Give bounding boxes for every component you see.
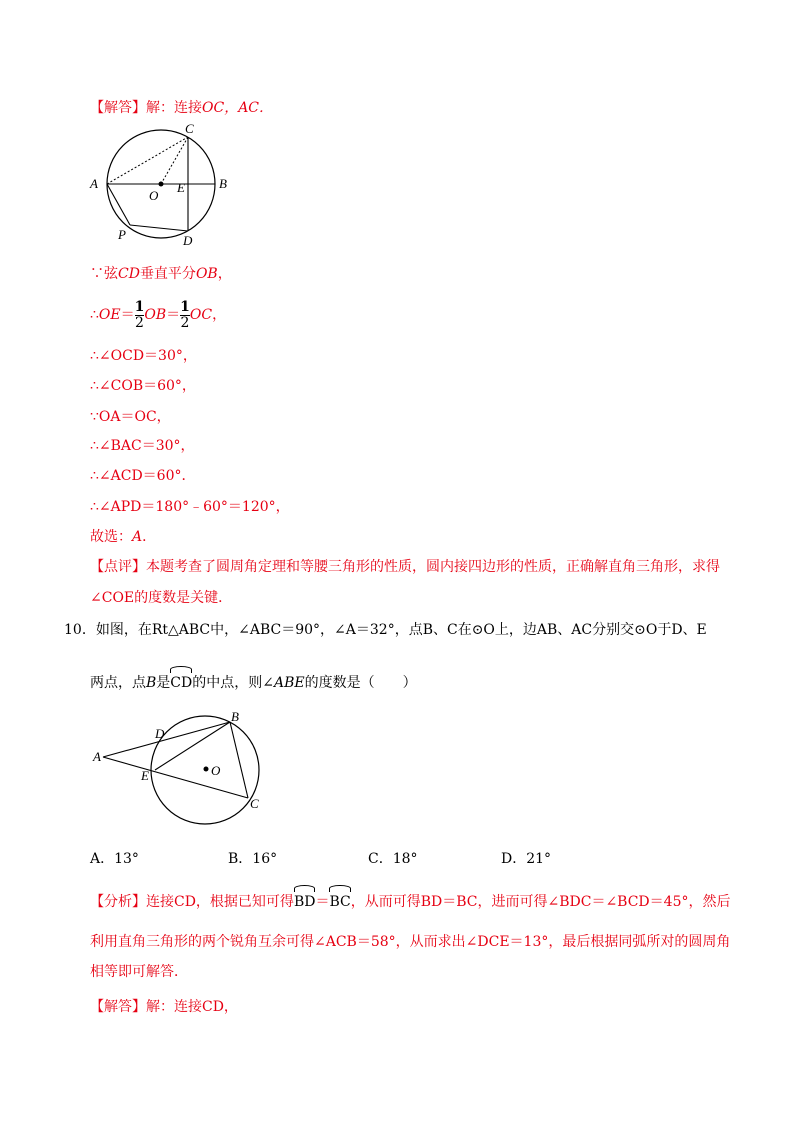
label-p: P [118,227,126,242]
label-a: A [93,749,101,764]
option-b[interactable]: B．16° [228,851,278,867]
comment-line-2: ∠COE的度数是关键． [90,590,233,606]
solution-10-header: 【解答】解：连接CD， [90,999,238,1015]
label-a: A [90,176,98,191]
fraction-half: $\frac{1}{2}$ [180,298,190,331]
label-d: D [183,233,193,248]
step-5: ∵OA＝OC， [90,409,171,425]
arc-cd: CD [170,673,192,693]
step-7: ∴∠ACD＝60°． [90,468,196,484]
analysis-line-2: 利用直角三角形的两个锐角互余可得∠ACB＝58°，从而求出∠DCE＝13°，最后根据同弧所对的圆周角 [90,934,731,950]
center-point [159,182,164,187]
solution-header: 【解答】解：连接OC，AC． [90,100,274,116]
segment-ac [103,757,248,798]
step-1: ∵弦CD垂直平分OB， [90,266,232,282]
segment-ac [107,137,188,184]
segment-oc [161,137,188,184]
option-a[interactable]: A．13° [90,851,139,867]
label-o: O [211,763,221,778]
question-10-line-1: 10．如图，在Rt△ABC中，∠ABC＝90°，∠A＝32°，点B、C在⊙O上，边AB、AC分别交⊙O于D、E [64,622,707,638]
analysis-line-3: 相等即可解答． [90,964,188,980]
comment-line-1: 【点评】本题考查了圆周角定理和等腰三角形的性质，圆内接四边形的性质，正确解直角三角形，求得 [90,559,720,575]
analysis-line-1: 【分析】连接CD，根据已知可得 BD＝ BC，从而可得BD＝BC，进而可得∠BDC＝∠BCD＝45°，然后 [90,892,730,912]
step-3: ∴∠OCD＝30°， [90,348,197,364]
segment-ab [103,722,230,757]
label-o: O [149,188,159,203]
answer-choice: 故选：A． [90,529,157,545]
center-point [204,767,209,772]
label-c: C [250,796,259,811]
segment-pd [130,225,188,231]
option-c[interactable]: C．18° [368,851,418,867]
arc-bc: BC [329,892,350,912]
label-b: B [219,176,227,191]
label-e: E [141,768,149,783]
fraction-half: $\frac{1}{2}$ [134,298,145,331]
step-6: ∴∠BAC＝30°， [90,438,195,454]
option-d[interactable]: D．21° [501,851,552,867]
label-c: C [185,121,194,136]
label-d: D [155,726,165,741]
question-10-line-2: 两点，点B是 CD的中点，则∠ABE的度数是（ ） [90,673,417,693]
arc-bd: BD [294,892,316,912]
circle-figure-2 [85,706,275,846]
step-8: ∴∠APD＝180°﹣60°＝120°， [90,499,290,515]
step-2: ∴OE＝ $\frac{1}{2}$ OB＝ $\frac{1}{2}$ OC， [90,298,227,331]
label-b: B [231,709,239,724]
label-e: E [177,180,185,195]
step-4: ∴∠COB＝60°， [90,378,196,394]
circle-figure-1 [85,120,245,250]
